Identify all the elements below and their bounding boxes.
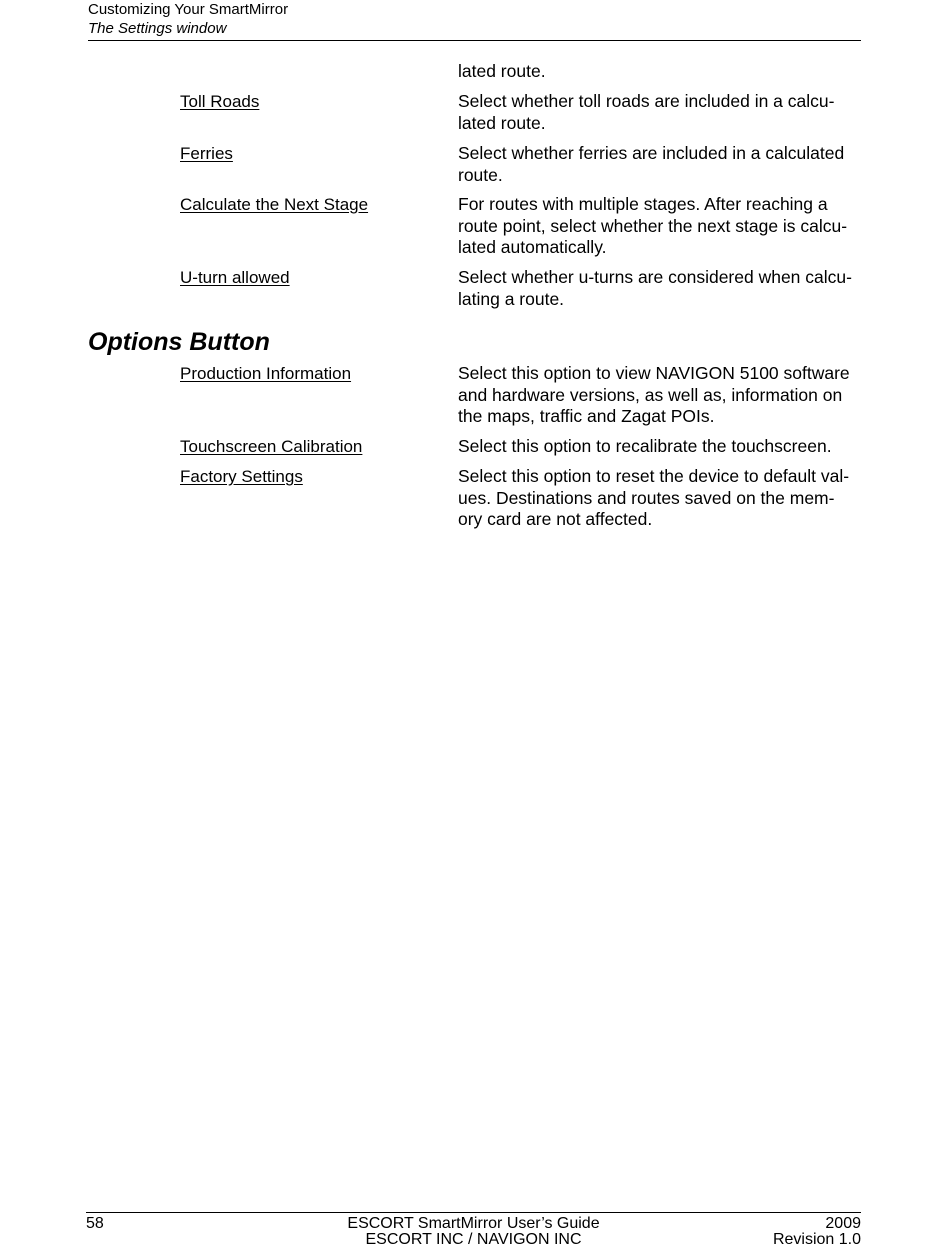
setting-description [458,91,863,134]
setting-term: Toll Roads [180,92,260,111]
page-footer [86,1212,861,1253]
description-line: ory card are not affected. [458,509,653,529]
revision: Revision 1.0 [772,1231,861,1248]
description-line: the maps, traffic and Zagat POIs. [458,406,715,426]
setting-term: Production Information [180,364,352,383]
setting-term: Factory Settings [180,467,303,486]
description-line: and hardware versions, as well as, information on [458,384,843,405]
description-line: Select whether u-turns are considered when calcu- [458,267,852,287]
publication-year: 2009 [825,1215,861,1232]
description-line: route. [458,164,503,185]
description-line: ues. Destinations and routes saved on the mem- [458,487,835,508]
guide-title: ESCORT SmartMirror User’s Guide [347,1215,600,1232]
setting-description [458,267,863,310]
setting-description [458,143,863,186]
setting-term: Touchscreen Calibration [180,437,363,456]
setting-term: Calculate the Next Stage [180,195,369,214]
description-line: Select whether toll roads are included in a calcu- [458,91,835,111]
setting-description [458,194,863,259]
options-button-heading: Options Button [88,328,270,356]
description-line: lated automatically. [458,237,607,257]
publisher: ESCORT INC / NAVIGON INC [365,1231,582,1248]
page-header [88,0,861,41]
description-line: Select this option to recalibrate the touchscreen. [458,436,832,456]
page-number: 58 [86,1215,104,1232]
description-line: lating a route. [458,288,565,309]
description-line: Select this option to view NAVIGON 5100 software [458,363,850,383]
description-line: Select this option to reset the device to default val- [458,466,850,486]
description-line: lated route. [458,112,546,133]
description-line: lated route. [458,61,546,81]
setting-term: Ferries [180,144,233,163]
section-title: The Settings window [88,20,227,37]
footer-center [86,1216,861,1248]
chapter-title: Customizing Your SmartMirror [88,1,289,18]
setting-term: U-turn allowed [180,268,290,287]
continuation-description [458,61,863,83]
footer-right [773,1216,861,1248]
description-line: For routes with multiple stages. After reaching a [458,194,828,214]
description-line: Select whether ferries are included in a calculated [458,143,845,163]
setting-description [458,466,863,531]
setting-description [458,436,863,458]
description-line: route point, select whether the next stage is calcu- [458,215,848,236]
setting-description [458,363,863,428]
